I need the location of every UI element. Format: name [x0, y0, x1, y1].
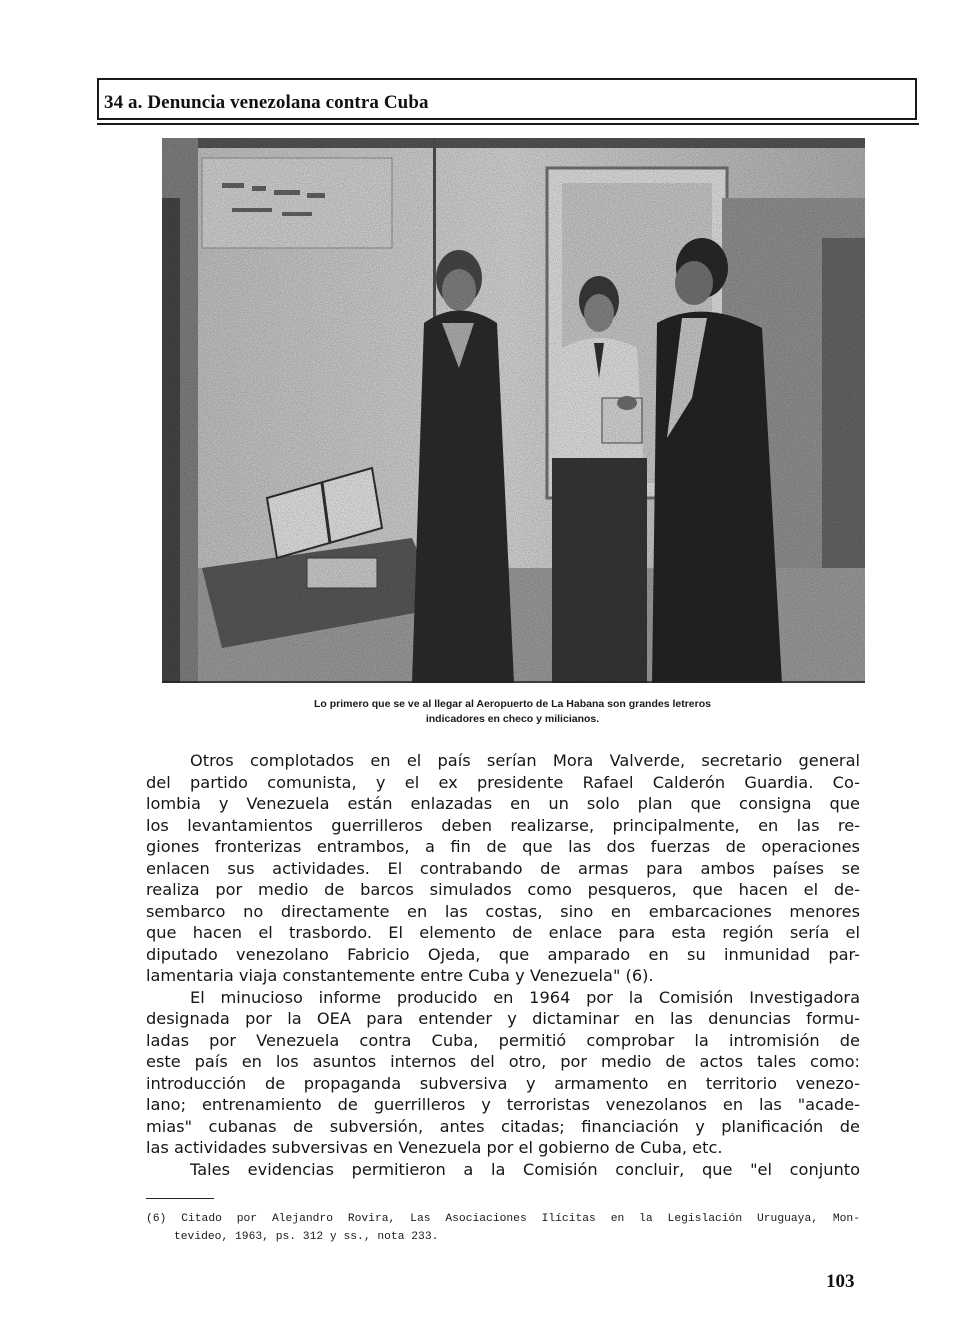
text-line: Otros complotados en el país serían Mora Valverde, secretario general	[190, 751, 860, 770]
text-line: lombia y Venezuela están enlazadas en un solo plan que consigna que	[146, 794, 860, 813]
text-line: diputado venezolano Fabricio Ojeda, que amparado en su inmunidad par-	[146, 944, 860, 964]
text-line: giones fronterizas entrambos, a fin de que las dos fuerzas de operaciones	[146, 837, 860, 856]
text-line: las actividades subversivas en Venezuela por el gobierno de Cuba, etc.	[146, 1138, 723, 1157]
text-line: realiza por medio de barcos simulados como pesqueros, que hacen el de-	[146, 880, 860, 899]
text-line: del partido comunista, y el ex presidente Rafael Calderón Guardia. Co-	[146, 772, 860, 792]
footnote-line: (6) Citado por Alejandro Rovira, Las Asociaciones Ilícitas en la Legislación Uruguaya, Mon-	[146, 1213, 860, 1225]
caption-line: indicadores en checo y milicianos.	[425, 713, 600, 725]
body-text	[146, 750, 860, 1180]
footnote-line: tevideo, 1963, ps. 312 y ss., nota 233.	[174, 1231, 439, 1243]
text-line: introducción de propaganda subversiva y armamento en territorio venezo-	[146, 1073, 860, 1093]
text-line: lano; entrenamiento de guerrilleros y terroristas venezolanos en las "acade-	[146, 1095, 860, 1114]
page-number: 103	[826, 1271, 855, 1292]
text-line: Tales evidencias permitieron a la Comisión concluir, que "el conjunto	[190, 1159, 860, 1179]
text-line: que hacen el trasbordo. El elemento de enlace para esta región sería el	[146, 923, 860, 942]
caption-line: Lo primero que se ve al llegar al Aeropuerto de La Habana son grandes letreros	[314, 698, 711, 710]
text-line: este país en los asuntos internos del otro, por medio de actos tales como:	[146, 1052, 860, 1071]
section-title: 34 a. Denuncia venezolana contra Cuba	[104, 92, 429, 113]
text-line: sembarco no directamente en las costas, sino en embarcaciones menores	[146, 901, 860, 921]
footnote-rule	[146, 1198, 214, 1199]
airport-photo	[162, 138, 865, 683]
text-line: ladas por Venezuela contra Cuba, permitió comprobar la intromisión de	[146, 1030, 860, 1050]
text-line: El minucioso informe producido en 1964 por la Comisión Investigadora	[190, 987, 860, 1007]
footnote	[146, 1210, 860, 1246]
text-line: mias" cubanas de subversión, antes citadas; financiación y planificación de	[146, 1116, 860, 1136]
text-line: enlacen sus actividades. El contrabando de armas para ambos países se	[146, 858, 860, 878]
photo-illustration	[162, 138, 865, 683]
photo-caption	[180, 697, 845, 727]
text-line: los levantamientos guerrilleros deben realizarse, principalmente, en las re-	[146, 815, 860, 835]
text-line: designada por la OEA para entender y dictaminar en las denuncias formu-	[146, 1009, 860, 1028]
header-rule	[97, 123, 919, 125]
text-line: lamentaria viaja constantemente entre Cuba y Venezuela" (6).	[146, 966, 654, 985]
